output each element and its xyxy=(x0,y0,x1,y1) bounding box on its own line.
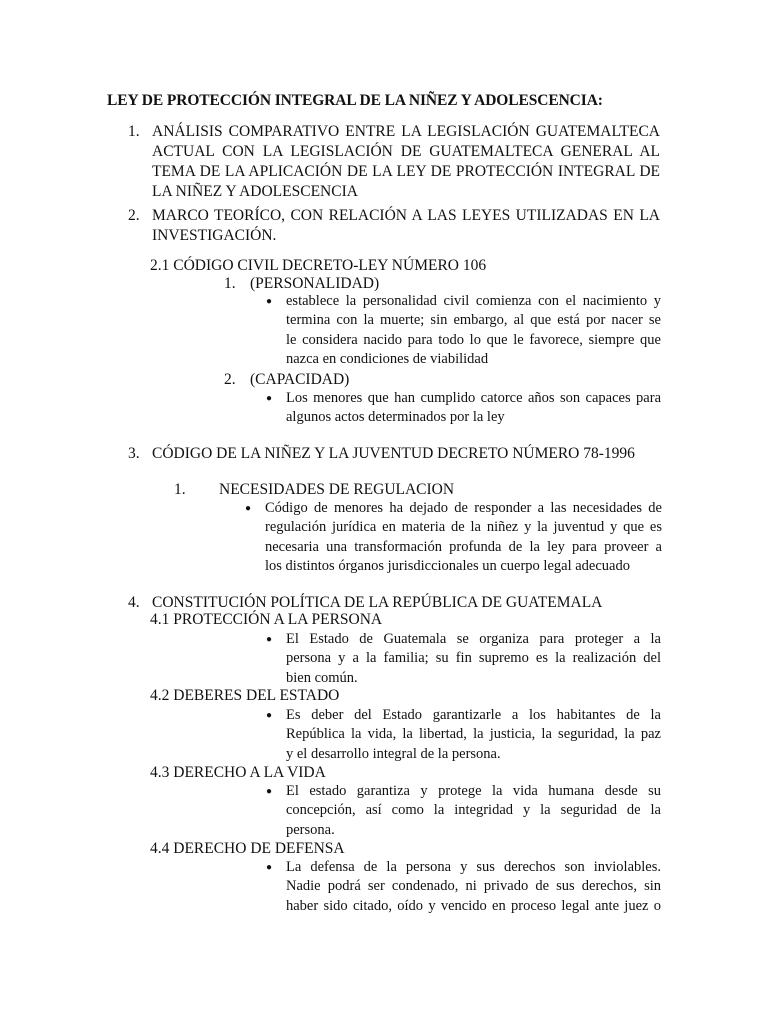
text-line: persona. xyxy=(286,821,335,838)
text-line: establece la personalidad civil comienza con el nacimiento y xyxy=(286,293,661,309)
bullet-icon: ● xyxy=(266,296,273,307)
text-line: le considera nacido para todo lo que le favorece, siempre que xyxy=(286,331,661,348)
subsection-heading: 4.4 DERECHO DE DEFENSA xyxy=(150,840,345,857)
list-item-text xyxy=(152,206,660,246)
text-line: nazca en condiciones de viabilidad xyxy=(286,350,489,367)
text-line: TEMA DE LA APLICACIÓN DE LA LEY DE PROTECCIÓN INTEGRAL DE xyxy=(152,163,660,180)
bullet-icon: ● xyxy=(266,634,273,645)
text-line: necesaria una transformación profunda de la ley para proveer a xyxy=(265,538,662,555)
subsection-heading: 2.1 CÓDIGO CIVIL DECRETO-LEY NÚMERO 106 xyxy=(150,257,487,274)
bullet-text xyxy=(286,292,661,369)
text-line: los distintos órganos jurisdiccionales un cuerpo legal adecuado xyxy=(265,557,630,574)
text-line: La defensa de la persona y sus derechos son inviolables. xyxy=(286,859,661,875)
bullet-icon: ● xyxy=(245,503,252,514)
text-line: termina con la muerte; sin embargo, al que está por nacer se xyxy=(286,312,661,329)
subsection-heading: 4.3 DERECHO A LA VIDA xyxy=(150,764,326,781)
text-line: Código de menores ha dejado de responder a las necesidades de xyxy=(265,500,662,516)
text-line: Los menores que han cumplido catorce años son capaces para xyxy=(286,390,661,406)
list-number: 4. xyxy=(128,594,140,611)
bullet-text xyxy=(265,499,662,576)
document-title: LEY DE PROTECCIÓN INTEGRAL DE LA NIÑEZ Y ADOLESCENCIA: xyxy=(107,92,603,109)
text-line: regulación jurídica en materia de la niñez y la juventud y que es xyxy=(265,519,662,536)
list-item-text: CONSTITUCIÓN POLÍTICA DE LA REPÚBLICA DE GUATEMALA xyxy=(152,594,603,611)
text-line: bien común. xyxy=(286,669,358,686)
text-line: El Estado de Guatemala se organiza para proteger a la xyxy=(286,631,661,647)
text-line: INVESTIGACIÓN. xyxy=(152,227,277,244)
text-line: ACTUAL CON LA LEGISLACIÓN DE GUATEMALTECA GENERAL AL xyxy=(152,143,660,160)
list-item-text xyxy=(152,122,660,202)
text-line: LA NIÑEZ Y ADOLESCENCIA xyxy=(152,183,358,200)
text-line: concepción, así como la integridad y la seguridad de la xyxy=(286,802,661,819)
text-line: algunos actos determinados por la ley xyxy=(286,409,505,426)
bullet-text xyxy=(286,389,661,428)
list-number: 3. xyxy=(128,445,140,462)
bullet-icon: ● xyxy=(266,710,273,721)
bullet-icon: ● xyxy=(266,862,273,873)
list-number: 1. xyxy=(128,123,140,140)
bullet-text xyxy=(286,706,661,764)
text-line: Es deber del Estado garantizarle a los habitantes de la xyxy=(286,707,661,723)
text-line: Nadie podrá ser condenado, ni privado de sus derechos, sin xyxy=(286,878,661,895)
text-line: MARCO TEORÍCO, CON RELACIÓN A LAS LEYES UTILIZADAS EN LA xyxy=(152,207,660,224)
text-line: persona y a la familia; su fin supremo es la realización del xyxy=(286,650,661,667)
text-line: República la vida, la libertad, la justicia, la seguridad, la paz xyxy=(286,726,661,743)
bullet-text xyxy=(286,858,661,916)
text-line: y el desarrollo integral de la persona. xyxy=(286,745,501,762)
sub-list-number: 1. xyxy=(224,275,236,292)
sub-list-number: 1. xyxy=(174,481,186,498)
sub-list-heading: (CAPACIDAD) xyxy=(250,371,350,388)
bullet-icon: ● xyxy=(266,786,273,797)
sub-list-heading: NECESIDADES DE REGULACION xyxy=(219,481,455,498)
subsection-heading: 4.1 PROTECCIÓN A LA PERSONA xyxy=(150,611,383,628)
list-number: 2. xyxy=(128,207,140,224)
text-line: El estado garantiza y protege la vida humana desde su xyxy=(286,783,661,799)
bullet-text xyxy=(286,630,661,688)
bullet-text xyxy=(286,782,661,840)
text-line: haber sido citado, oído y vencido en proceso legal ante juez o xyxy=(286,897,661,914)
bullet-icon: ● xyxy=(266,393,273,404)
subsection-heading: 4.2 DEBERES DEL ESTADO xyxy=(150,687,340,704)
sub-list-number: 2. xyxy=(224,371,236,388)
sub-list-heading: (PERSONALIDAD) xyxy=(250,275,380,292)
list-item-text: CÓDIGO DE LA NIÑEZ Y LA JUVENTUD DECRETO NÚMERO 78-1996 xyxy=(152,445,635,462)
text-line: ANÁLISIS COMPARATIVO ENTRE LA LEGISLACIÓN GUATEMALTECA xyxy=(152,123,660,140)
